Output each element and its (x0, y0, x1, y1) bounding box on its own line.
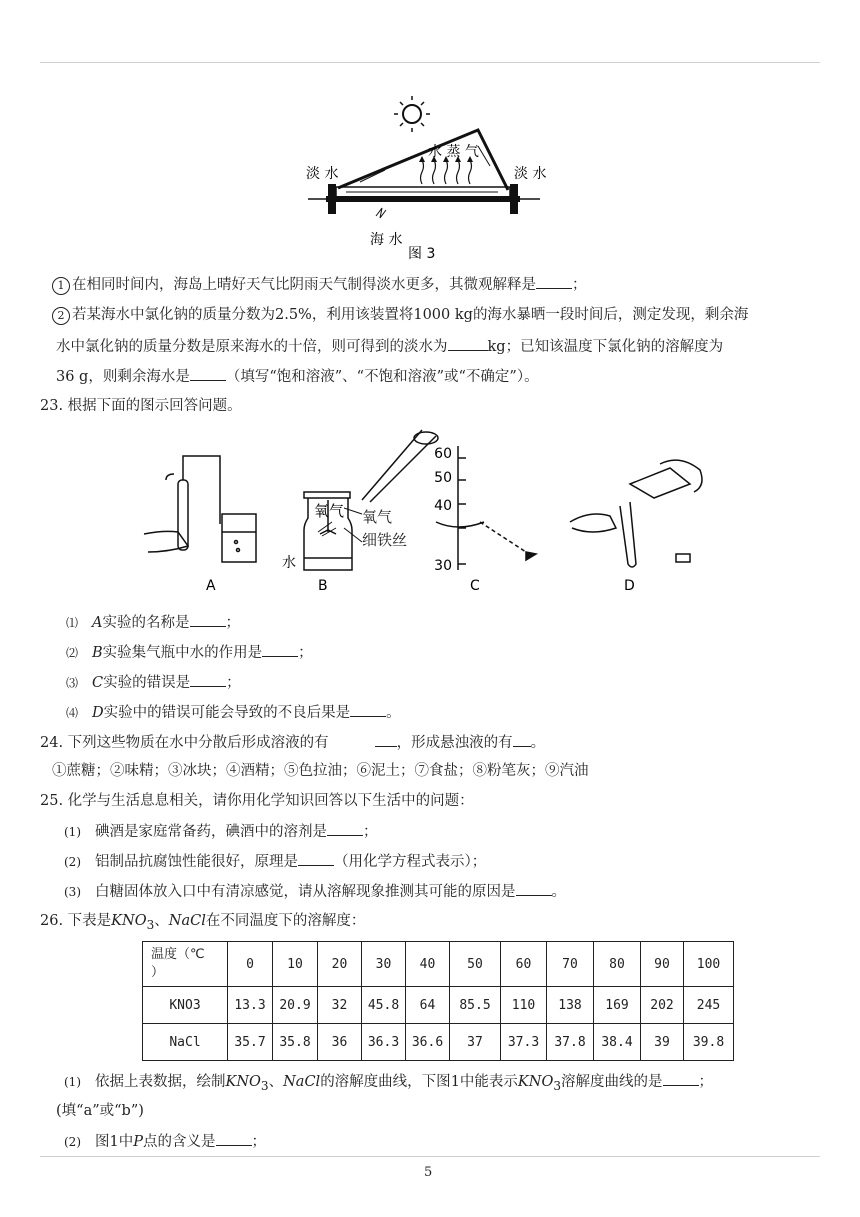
table-cell-temperature: 0 (228, 942, 273, 987)
table-cell-solubility: 202 (641, 987, 684, 1024)
answer-blank[interactable] (190, 366, 226, 381)
table-cell-solubility: 35.7 (228, 1024, 273, 1061)
q26-item-1: (1) 依据上表数据，绘制$KNO_3$、NaCl的溶解度曲线，下图1中能表示$KNO_3$溶解度曲线的是 ； (64, 1071, 713, 1096)
label-A: A (206, 578, 216, 594)
label-oxygen: 氧气 (314, 502, 345, 520)
header-rule (40, 62, 820, 63)
item-marker: 1 (52, 277, 70, 295)
table-cell-solubility: 13.3 (228, 987, 273, 1024)
answer-blank[interactable] (516, 881, 552, 896)
answer-blank[interactable] (663, 1071, 699, 1086)
table-cell-solubility: 32 (318, 987, 362, 1024)
base-plate (326, 196, 520, 202)
answer-blank[interactable] (350, 702, 386, 717)
table-cell-solubility: 36.6 (406, 1024, 450, 1061)
q24-substance-list: ①蔗糖；②味精；③冰块；④酒精；⑤色拉油；⑥泥土；⑦食盐；⑧粉笔灰；⑨汽油 (52, 763, 589, 779)
label-water: 水 (282, 555, 296, 571)
table-cell-solubility: 39 (641, 1024, 684, 1061)
table-cell-temperature: 50 (450, 942, 501, 987)
table-cell-solubility: 85.5 (450, 987, 501, 1024)
label-freshwater-left: 淡 水 (306, 166, 339, 182)
sun-icon (403, 105, 421, 123)
label-iron-wire: 细铁丝 (362, 531, 408, 549)
tick-30: 30 (434, 558, 452, 574)
table-cell-solubility: 39.8 (684, 1024, 734, 1061)
table-cell-solubility: 245 (684, 987, 734, 1024)
answer-blank[interactable] (375, 732, 397, 747)
answer-blank[interactable] (216, 1131, 252, 1146)
tick-40: 40 (434, 498, 452, 514)
q23-item: ⑴ A实验的名称是 ； (66, 612, 240, 633)
table-cell-solubility: 38.4 (594, 1024, 641, 1061)
table-row-nacl (143, 1024, 734, 1061)
q26-item-2: (2) 图1中P点的含义是 ； (64, 1131, 266, 1152)
q22-item-2-line-2: 水中氯化钠的质量分数是原来海水的十倍，则可得到的淡水为 kg；已知该温度下氯化钠的溶解度为 (56, 336, 723, 357)
table-row-kno3 (143, 987, 734, 1024)
table-cell-solubility: 37 (450, 1024, 501, 1061)
table-cell-solubility: 37.3 (501, 1024, 547, 1061)
table-cell-solubility: 36.3 (362, 1024, 406, 1061)
table-cell-solubility: 20.9 (273, 987, 318, 1024)
page-number: 5 (424, 1165, 433, 1180)
label-B: B (318, 578, 328, 594)
answer-blank[interactable] (513, 732, 531, 747)
q23-title: 23. 根据下面的图示回答问题。 (40, 398, 242, 414)
table-cell-solubility: 110 (501, 987, 547, 1024)
table-cell-solubility: 36 (318, 1024, 362, 1061)
label-D: D (624, 578, 635, 594)
q25-item: (2) 铝制品抗腐蚀性能很好，原理是 （用化学方程式表示）； (64, 851, 486, 872)
q23-item: ⑷ D实验中的错误可能会导致的不良后果是 。 (66, 702, 401, 723)
answer-blank[interactable] (298, 851, 334, 866)
q22-item-1: 1 在相同时间内，海岛上晴好天气比阴雨天气制得淡水更多，其微观解释是 ； (52, 274, 587, 295)
q26-title: 26. 下表是$KNO_3$、NaCl在不同温度下的溶解度： (40, 913, 366, 932)
table-cell-solubility: 169 (594, 987, 641, 1024)
figure-q23-experiments (140, 424, 720, 600)
table-cell-temperature: 70 (547, 942, 594, 987)
row-label: KNO3 (143, 987, 228, 1024)
answer-blank[interactable] (190, 672, 226, 687)
table-cell-solubility: 45.8 (362, 987, 406, 1024)
answer-blank[interactable] (536, 274, 572, 289)
q23-item: ⑶ C实验的错误是 ； (66, 672, 241, 693)
table-cell-solubility: 138 (547, 987, 594, 1024)
q25-title: 25. 化学与生活息息相关，请你用化学知识回答以下生活中的问题： (40, 793, 474, 809)
q23-item: ⑵ B实验集气瓶中水的作用是 ； (66, 642, 313, 663)
table-cell-temperature: 30 (362, 942, 406, 987)
table-header-row (143, 942, 734, 987)
answer-blank[interactable] (448, 336, 488, 351)
table-cell-temperature: 10 (273, 942, 318, 987)
experiment-d-illustration (570, 460, 702, 567)
water-surface-mark (376, 208, 386, 218)
table-header-label: 温度（℃ ） (143, 942, 228, 987)
table-cell-temperature: 40 (406, 942, 450, 987)
label-oxygen-right: 氧气 (362, 508, 393, 526)
solubility-table (142, 941, 734, 1061)
q24-title: 24. 下列这些物质在水中分散后形成溶液的有 ，形成悬浊液的有 。 (40, 732, 545, 753)
table-cell-solubility: 35.8 (273, 1024, 318, 1061)
q25-item: (1) 碘酒是家庭常备药，碘酒中的溶剂是 ； (64, 821, 378, 842)
figure-3-caption: 图 3 (408, 246, 436, 262)
q22-item-2-line-1: 2 若某海水中氯化钠的质量分数为2.5%，利用该装置将1000 kg的海水暴晒一段时间后，测定发现，剩余海 (52, 305, 748, 325)
q26-item-1-hint: (填“a”或“b”) (56, 1103, 144, 1119)
row-label: NaCl (143, 1024, 228, 1061)
table-cell-temperature: 20 (318, 942, 362, 987)
label-seawater: 海 水 (370, 232, 403, 248)
tick-50: 50 (434, 470, 452, 486)
table-cell-temperature: 90 (641, 942, 684, 987)
experiment-a-illustration (144, 456, 256, 562)
figure-3-solar-still (300, 92, 550, 264)
label-C: C (470, 578, 480, 594)
answer-blank[interactable] (327, 821, 363, 836)
label-vapor: 水 蒸 气 (428, 144, 479, 160)
table-cell-temperature: 80 (594, 942, 641, 987)
answer-blank[interactable] (190, 612, 226, 627)
q25-item: (3) 白糖固体放入口中有清凉感觉，请从溶解现象推测其可能的原因是 。 (64, 881, 566, 902)
table-cell-solubility: 37.8 (547, 1024, 594, 1061)
tick-60: 60 (434, 446, 452, 462)
item-marker: 2 (52, 307, 70, 325)
footer-rule (40, 1156, 820, 1157)
table-cell-solubility: 64 (406, 987, 450, 1024)
answer-blank[interactable] (262, 642, 298, 657)
q22-item-2-line-3: 36 g，则剩余海水是 （填写“饱和溶液”、“不饱和溶液”或“不确定”）。 (56, 366, 539, 387)
label-freshwater-right: 淡 水 (514, 166, 547, 182)
table-cell-temperature: 60 (501, 942, 547, 987)
table-cell-temperature: 100 (684, 942, 734, 987)
